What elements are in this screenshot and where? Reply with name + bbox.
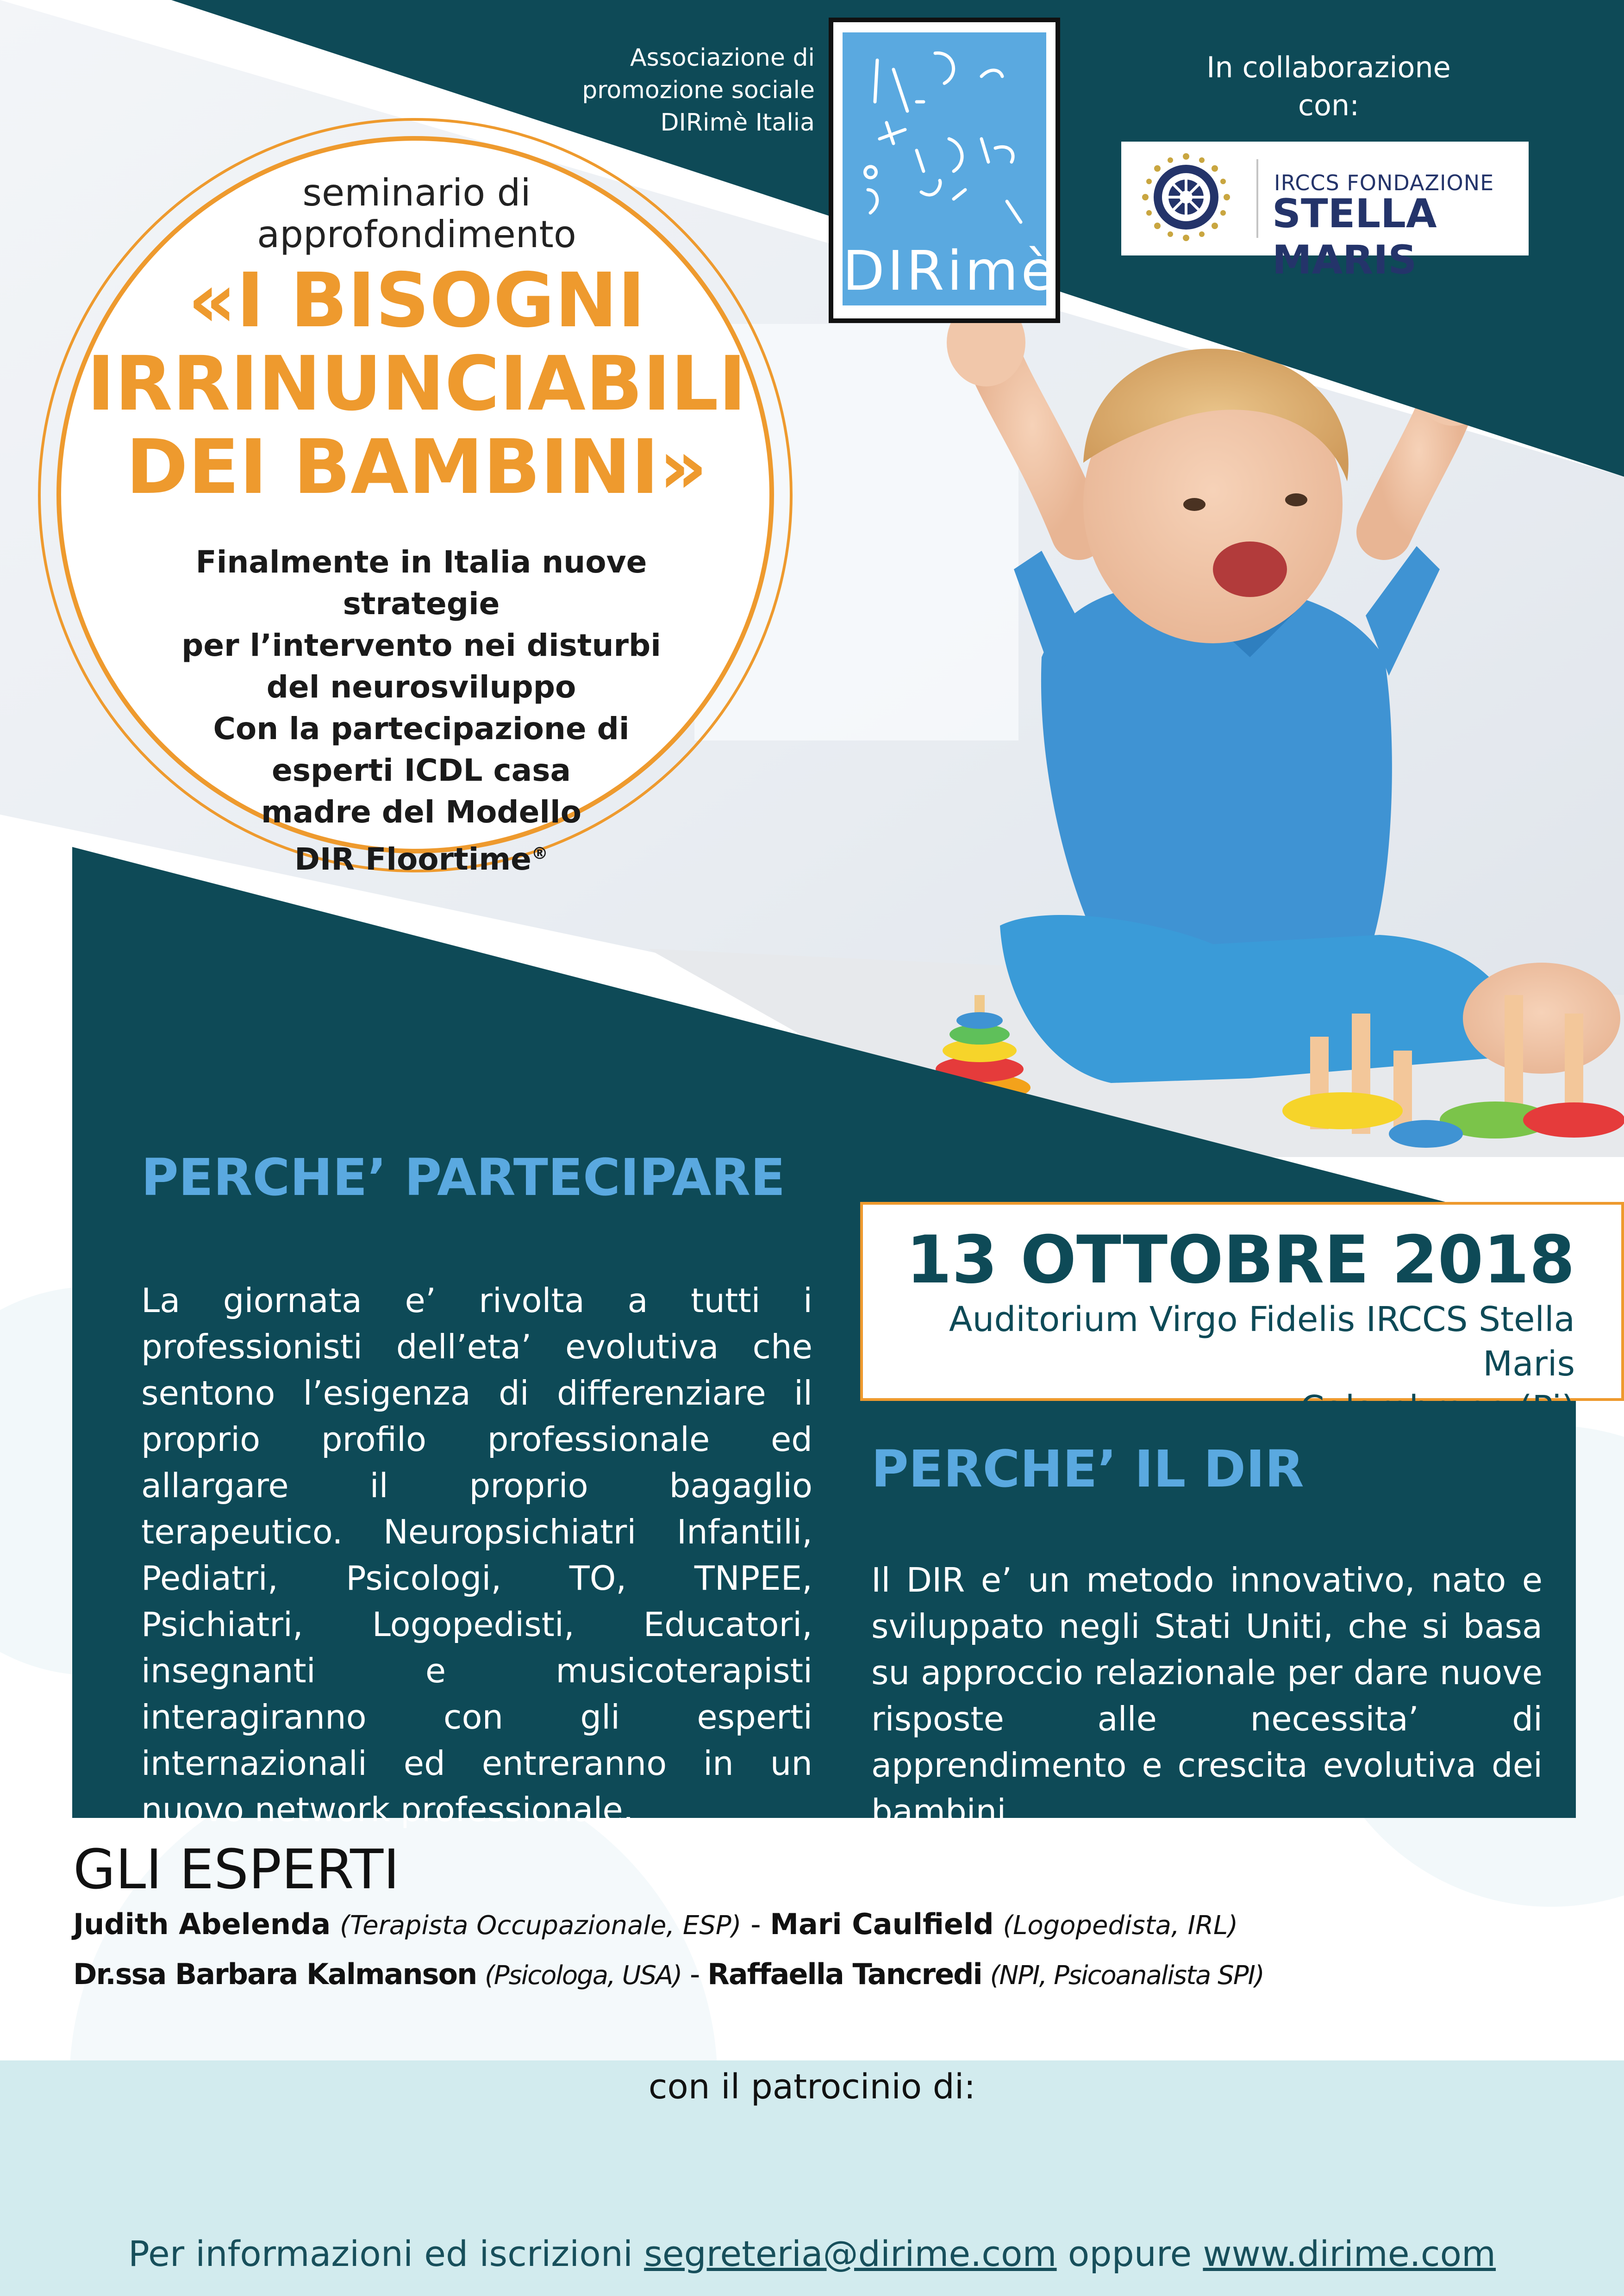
- main-title-line-2: IRRINUNCIABILI: [87, 341, 747, 428]
- main-title: [79, 259, 755, 509]
- website-link[interactable]: www.dirime.com: [1203, 2233, 1496, 2274]
- expert-role: (NPI, Psicoanalista SPI): [990, 1960, 1264, 1991]
- expert-name: Dr.ssa Barbara Kalmanson: [73, 1957, 477, 1991]
- subtitle-line-6: madre del Modello: [261, 794, 582, 830]
- main-title-line-1: «I BISOGNI: [187, 257, 646, 344]
- expert-role: (Psicologa, USA): [484, 1960, 682, 1991]
- patronage-label: con il patrocinio di:: [648, 2067, 976, 2107]
- event-date: 13 OTTOBRE 2018: [906, 1222, 1575, 1298]
- why-participate-heading: PERCHE’ PARTECIPARE: [141, 1148, 786, 1207]
- subtitle-line-3: del neurosviluppo: [266, 669, 576, 705]
- email-link[interactable]: segreteria@dirime.com: [644, 2233, 1057, 2274]
- experts-heading: GLI ESPERTI: [73, 1837, 400, 1901]
- dirime-glyphs-icon: [843, 32, 1046, 250]
- collaboration-line-2: con:: [1298, 88, 1360, 122]
- stella-maris-emblem-icon: [1140, 151, 1232, 243]
- association-line-2: promozione sociale: [582, 76, 815, 104]
- stella-maris-top-text: IRCCS FONDAZIONE: [1274, 170, 1494, 195]
- seminar-label-line-1: seminario di: [302, 171, 531, 214]
- expert-role: (Logopedista, IRL): [1003, 1910, 1238, 1941]
- stella-maris-logo: [1121, 142, 1529, 283]
- association-line-3: DIRimè Italia: [660, 109, 815, 137]
- subtitle-line-1: Finalmente in Italia nuove strategie: [195, 544, 647, 622]
- association-line-1: Associazione di: [630, 44, 815, 72]
- dirime-logo-tile: [843, 32, 1057, 305]
- experts-line-2: [73, 1956, 1264, 1994]
- subtitle-line-7-text: DIR Floortime: [294, 841, 531, 877]
- expert-name: Judith Abelenda: [73, 1907, 331, 1941]
- event-city: Calambrone (Pi): [1300, 1388, 1575, 1428]
- collaboration-line-1: In collaborazione: [1206, 50, 1451, 84]
- collaboration-text: [1157, 49, 1500, 124]
- dirime-logo-word: DIRimè: [843, 239, 1057, 303]
- experts-line-1: [73, 1906, 1238, 1944]
- event-venue: Auditorium Virgo Fidelis IRCCS Stella Maris: [949, 1300, 1575, 1384]
- seminar-label: [139, 172, 694, 255]
- contact-or: oppure: [1056, 2233, 1203, 2274]
- why-participate-text: La giornata e’ rivolta a tutti i professionisti dell’eta’ evolutiva che sentono l’esigenza di differenziare il proprio profilo professionale ed allargare il proprio bagaglio terapeutico. Neuropsichiatri Infantili, Pediatri, Psicologi, TO, TNPEE, Psichiatri, Logopedisti, Educatori, insegnanti e musicoterapisti interagiranno con gli esperti internazionali ed entreranno in un nuovo network professionale.: [141, 1281, 812, 1829]
- dirime-logo: [829, 18, 1060, 323]
- seminar-label-line-2: approfondimento: [257, 213, 576, 256]
- event-date-box: [860, 1202, 1624, 1428]
- subtitle-line-4: Con la partecipazione di: [213, 711, 630, 747]
- expert-role: (Terapista Occupazionale, ESP): [340, 1910, 742, 1941]
- expert-separator: -: [741, 1907, 770, 1941]
- association-text: [491, 42, 815, 139]
- contact-prefix: Per informazioni ed iscrizioni: [128, 2233, 644, 2274]
- stella-maris-divider: [1256, 159, 1258, 238]
- expert-name: Raffaella Tancredi: [707, 1957, 982, 1991]
- hero-subtitle: [120, 541, 722, 880]
- stella-maris-bottom-text: STELLA MARIS: [1272, 191, 1437, 283]
- main-title-line-3: DEI BAMBINI»: [125, 424, 708, 511]
- expert-separator: -: [681, 1957, 708, 1991]
- why-dir-text: Il DIR e’ un metodo innovativo, nato e sviluppato negli Stati Uniti, che si basa su approccio relazionale per dare nuove risposte alle necessita’ di apprendimento e crescita evolutiva dei bambini.: [871, 1561, 1543, 1831]
- expert-name: Mari Caulfield: [770, 1907, 994, 1941]
- subtitle-line-7: [120, 833, 722, 880]
- registered-mark: ®: [531, 844, 548, 863]
- contact-info: [0, 2233, 1624, 2274]
- subtitle-line-2: per l’intervento nei disturbi: [181, 628, 661, 663]
- why-dir-heading: PERCHE’ IL DIR: [871, 1439, 1304, 1499]
- subtitle-line-5: esperti ICDL casa: [271, 753, 571, 788]
